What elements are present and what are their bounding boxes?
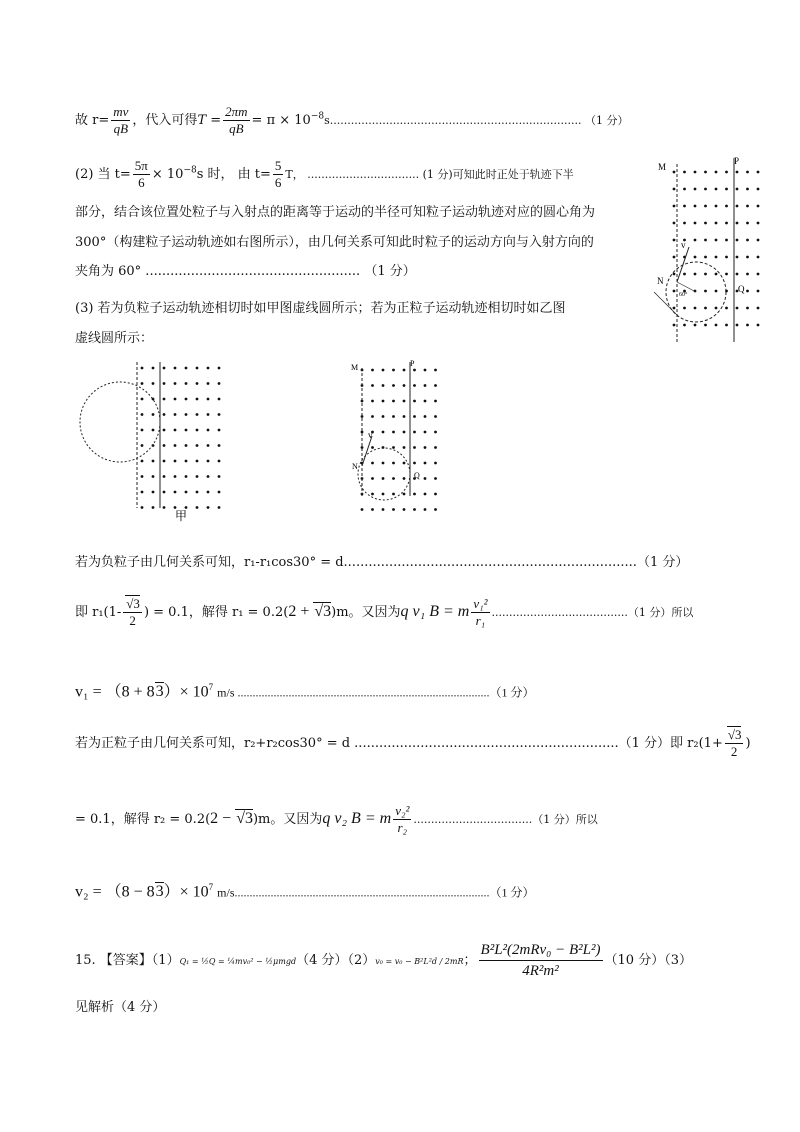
field-dot: [185, 444, 188, 447]
field-dot: [218, 413, 221, 416]
field-dot: [694, 256, 697, 259]
field-dot: [736, 239, 739, 242]
svg-text:Q: Q: [414, 471, 420, 480]
field-dot: [715, 171, 718, 174]
field-dot: [207, 382, 210, 385]
field-dot: [413, 493, 416, 496]
field-dot: [434, 462, 437, 465]
field-dot: [736, 188, 739, 191]
field-dot: [371, 446, 374, 449]
field-dot: [196, 413, 199, 416]
field-dot: [185, 475, 188, 478]
field-dot: [434, 369, 437, 372]
field-dot: [207, 398, 210, 401]
field-dot: [757, 171, 760, 174]
field-dot: [196, 398, 199, 401]
field-dot: [174, 491, 177, 494]
field-dot: [382, 462, 385, 465]
field-dot: [715, 222, 718, 225]
field-dot: [413, 369, 416, 372]
line-4: 300°（构建粒子运动轨迹如右图所示），由几何关系可知此时粒子的运动方向与入射方向的: [75, 235, 594, 250]
field-dot: [736, 171, 739, 174]
field-dot: [704, 205, 707, 208]
field-dot: [371, 400, 374, 403]
field-dot: [185, 382, 188, 385]
field-dot: [185, 460, 188, 463]
field-dot: [736, 273, 739, 276]
field-dot: [152, 475, 155, 478]
field-dot: [403, 493, 406, 496]
field-dot: [683, 307, 686, 310]
field-dot: [704, 324, 707, 327]
label-M: M: [658, 162, 667, 172]
field-dot: [424, 369, 427, 372]
field-dot: [746, 188, 749, 191]
field-dot: [673, 273, 676, 276]
field-dot: [185, 491, 188, 494]
field-dot: [736, 307, 739, 310]
field-dot: [382, 508, 385, 511]
field-dot: [163, 475, 166, 478]
field-dot: [673, 307, 676, 310]
field-dot: [673, 290, 676, 293]
field-dot: [174, 382, 177, 385]
field-dot: [746, 324, 749, 327]
field-dot: [371, 493, 374, 496]
field-dot: [683, 222, 686, 225]
field-dot: [673, 205, 676, 208]
field-dot: [694, 205, 697, 208]
field-dot: [207, 506, 210, 509]
field-dot: [757, 256, 760, 259]
field-dot: [413, 508, 416, 511]
field-dot: [382, 477, 385, 480]
field-dot: [704, 307, 707, 310]
field-dot: [174, 460, 177, 463]
field-dot: [694, 171, 697, 174]
field-dot: [174, 475, 177, 478]
field-dot: [757, 273, 760, 276]
field-dot: [141, 506, 144, 509]
field-dot: [141, 398, 144, 401]
field-dot: [163, 491, 166, 494]
field-dot: [746, 256, 749, 259]
field-dot: [392, 431, 395, 434]
field-dot: [196, 444, 199, 447]
field-dot: [392, 415, 395, 418]
field-dot: [683, 273, 686, 276]
field-dot: [757, 188, 760, 191]
field-dot: [174, 367, 177, 370]
field-dot: [413, 415, 416, 418]
field-dot: [413, 384, 416, 387]
velocity-arrow: [677, 247, 689, 282]
field-dot: [174, 429, 177, 432]
field-dot: [218, 367, 221, 370]
field-dot: [371, 415, 374, 418]
line-6: (3) 若为负粒子运动轨迹相切时如甲图虚线圆所示；若为正粒子运动轨迹相切时如乙图: [75, 301, 566, 316]
field-dot: [757, 324, 760, 327]
field-dot: [746, 273, 749, 276]
field-dot: [163, 429, 166, 432]
field-dot: [185, 429, 188, 432]
field-dot: [434, 400, 437, 403]
field-dot: [424, 431, 427, 434]
line-8: 若为负粒子由几何关系可知，r₁-r₁cos30° = d.......................................................................（1 分）: [75, 555, 689, 570]
field-dot: [207, 367, 210, 370]
field-dot: [715, 324, 718, 327]
field-dot: [694, 239, 697, 242]
field-dot: [434, 508, 437, 511]
line-3: 部分，结合该位置处粒子与入射点的距离等于运动的半径可知粒子运动轨迹对应的圆心角为: [75, 205, 596, 220]
field-dot: [163, 444, 166, 447]
field-dot: [725, 222, 728, 225]
field-dot: [673, 239, 676, 242]
field-dot: [163, 506, 166, 509]
field-dot: [413, 462, 416, 465]
field-dot: [413, 400, 416, 403]
field-dot: [424, 384, 427, 387]
field-dot: [174, 398, 177, 401]
field-dot: [736, 324, 739, 327]
field-dot: [392, 508, 395, 511]
field-dot: [207, 460, 210, 463]
field-dot: [715, 205, 718, 208]
field-dot: [715, 256, 718, 259]
field-dot: [141, 413, 144, 416]
field-dot: [361, 508, 364, 511]
line-14: 15. 【答案】（1）Q₁ = ½Q = ¼mv₀² − ½μmgd（4 分）（2）v₀ = v₀ − B²L²d / 2mR； $\frac{\text{B²L²(2mRv₀ − B²L²)}}{\text{4R²m²}}$ （10 分）（3）: [75, 942, 692, 979]
field-dot: [673, 222, 676, 225]
field-dot: [382, 384, 385, 387]
field-dot: [403, 446, 406, 449]
field-dot: [371, 508, 374, 511]
field-dot: [715, 188, 718, 191]
line-5: 夹角为 60° .................................................... （1 分）: [75, 264, 416, 279]
field-dot: [207, 444, 210, 447]
field-dot: [141, 460, 144, 463]
field-dot: [746, 171, 749, 174]
field-dot: [704, 256, 707, 259]
field-dot: [163, 413, 166, 416]
line-11: 若为正粒子由几何关系可知，r₂+r₂cos30° = d ................................................................（1 分）即 r₂(1+ $\frac{√3}{2}$ ): [75, 727, 751, 759]
field-dot: [694, 273, 697, 276]
field-dot: [673, 188, 676, 191]
field-dot: [704, 222, 707, 225]
field-dot: [392, 384, 395, 387]
field-dot: [725, 324, 728, 327]
label-Q: Q: [738, 284, 745, 294]
field-dot: [218, 506, 221, 509]
field-dot: [746, 222, 749, 225]
field-dot: [392, 477, 395, 480]
field-dot: [725, 273, 728, 276]
field-dot: [725, 205, 728, 208]
field-dot: [196, 506, 199, 509]
field-dot: [141, 367, 144, 370]
field-dot: [715, 290, 718, 293]
line-7: 虚线圆所示：: [75, 331, 154, 346]
svg-text:M: M: [351, 363, 359, 372]
field-dot: [371, 384, 374, 387]
field-dot: [434, 431, 437, 434]
field-dot: [174, 413, 177, 416]
field-dot: [434, 477, 437, 480]
field-dot: [715, 307, 718, 310]
field-dot: [757, 307, 760, 310]
field-dot: [715, 273, 718, 276]
field-dot: [704, 239, 707, 242]
field-dot: [382, 431, 385, 434]
figure-yi: [346, 356, 456, 526]
field-dot: [185, 367, 188, 370]
field-dot: [403, 431, 406, 434]
svg-text:N: N: [352, 462, 358, 471]
field-dot: [403, 415, 406, 418]
field-dot: [174, 444, 177, 447]
field-dot: [683, 324, 686, 327]
field-dot: [694, 222, 697, 225]
field-dot: [163, 367, 166, 370]
field-dot: [725, 256, 728, 259]
label-v: v: [681, 240, 686, 250]
field-dot: [371, 369, 374, 372]
field-dot: [424, 508, 427, 511]
field-dot: [403, 400, 406, 403]
field-dot: [361, 431, 364, 434]
field-dot: [207, 413, 210, 416]
field-dot: [746, 307, 749, 310]
field-dot: [152, 506, 155, 509]
field-dot: [218, 429, 221, 432]
figure-right: [634, 152, 764, 347]
field-dot: [704, 273, 707, 276]
field-dot: [757, 205, 760, 208]
field-dot: [725, 188, 728, 191]
field-dot: [715, 239, 718, 242]
field-dot: [392, 462, 395, 465]
field-dot: [196, 367, 199, 370]
field-dot: [424, 400, 427, 403]
field-dot: [218, 475, 221, 478]
line-1: 故 r= $\frac{mv}{qB}$ ，代入可得T = $\frac{2\pi m}{qB}$ = $\pi \times 10^{-8}s$........................................................................ （1 分）: [75, 104, 629, 136]
field-dot: [746, 205, 749, 208]
field-dot: [196, 475, 199, 478]
field-dot: [725, 171, 728, 174]
field-dot: [141, 475, 144, 478]
field-dot: [207, 429, 210, 432]
field-dot: [392, 446, 395, 449]
field-dot: [382, 415, 385, 418]
field-dot: [163, 382, 166, 385]
field-dot: [382, 369, 385, 372]
line-12: = 0.1，解得 r₂ = 0.2(2 − √3)m。又因为q v₂ B = m $\frac{\text{v₂²}}{\text{r₂}}$ ..................................（1 分）所以: [75, 803, 598, 835]
field-dot: [371, 462, 374, 465]
field-dot: [196, 491, 199, 494]
figure-jia: [78, 360, 238, 530]
label-P: P: [734, 156, 740, 166]
field-dot: [736, 205, 739, 208]
field-dot: [218, 444, 221, 447]
field-dot: [746, 239, 749, 242]
field-dot: [141, 491, 144, 494]
field-dot: [704, 188, 707, 191]
field-dot: [196, 382, 199, 385]
field-dot: [673, 324, 676, 327]
field-dot: [403, 508, 406, 511]
field-dot: [185, 398, 188, 401]
line-9: 即 r₁(1- $\frac{√3}{2}$ ) = 0.1，解得 r₁ = 0.2(2 + √3)m。又因为q v₁ B = m $\frac{\text{v₁²}}{\text{r₁}}$ .......................................（1 分）所以: [75, 596, 694, 628]
field-dot: [424, 493, 427, 496]
line-15: 见解析（4 分）: [75, 1000, 166, 1015]
field-dot: [434, 446, 437, 449]
field-dot: [218, 398, 221, 401]
field-dot: [683, 171, 686, 174]
field-dot: [424, 462, 427, 465]
field-dot: [185, 413, 188, 416]
field-dot: [218, 491, 221, 494]
field-dot: [757, 290, 760, 293]
field-dot: [392, 369, 395, 372]
field-dot: [152, 460, 155, 463]
field-dot: [403, 384, 406, 387]
field-dot: [163, 460, 166, 463]
field-dot: [392, 493, 395, 496]
field-dot: [736, 256, 739, 259]
field-dot: [725, 307, 728, 310]
line-13: $v_2 = (8 - 83)\times 10^7$ m/s.....................................................................................（1 分）: [75, 882, 535, 901]
field-dot: [694, 324, 697, 327]
field-dot: [141, 444, 144, 447]
field-dot: [403, 369, 406, 372]
field-dot: [152, 413, 155, 416]
field-dot: [757, 222, 760, 225]
field-dot: [403, 477, 406, 480]
field-dot: [207, 491, 210, 494]
field-dot: [746, 290, 749, 293]
field-dot: [382, 493, 385, 496]
trajectory-circle-jia: [80, 382, 160, 462]
label-N: N: [657, 276, 664, 286]
field-dot: [673, 171, 676, 174]
field-dot: [704, 171, 707, 174]
field-dot: [371, 477, 374, 480]
field-dot: [704, 290, 707, 293]
field-dot: [218, 460, 221, 463]
field-dot: [694, 188, 697, 191]
field-dot: [736, 222, 739, 225]
svg-text:P: P: [410, 359, 415, 368]
field-dot: [196, 429, 199, 432]
field-dot: [152, 429, 155, 432]
field-dot: [434, 384, 437, 387]
field-dot: [152, 367, 155, 370]
field-dot: [413, 446, 416, 449]
field-dot: [382, 400, 385, 403]
field-dot: [434, 493, 437, 496]
field-dot: [424, 477, 427, 480]
field-dot: [424, 415, 427, 418]
field-dot: [403, 462, 406, 465]
field-dot: [141, 429, 144, 432]
field-dots-jia: [141, 367, 221, 509]
field-dot: [163, 398, 166, 401]
field-dot: [152, 491, 155, 494]
field-dot: [673, 256, 676, 259]
field-dot: [207, 475, 210, 478]
field-dot: [141, 382, 144, 385]
line-10: $v_1 = (8 + 83)\times 10^7$ m/s ....................................................................................（1 分）: [75, 682, 535, 701]
label-jia: 甲: [175, 509, 188, 523]
field-dot: [757, 239, 760, 242]
field-dot: [196, 460, 199, 463]
field-dot: [424, 446, 427, 449]
line-2: (2) 当 t= $\frac{5\pi}{6}$ × $10^{-8}s$ 时， 由 t= $\frac{5}{6}$ T， ................................ (1 分)可知此时正处于轨迹下半: [75, 158, 574, 190]
field-dot: [392, 400, 395, 403]
field-dot: [683, 188, 686, 191]
field-dots-right: [673, 171, 760, 327]
field-dot: [725, 239, 728, 242]
svg-text:v: v: [368, 430, 373, 440]
label-angle: 60°: [679, 292, 688, 298]
field-dot: [152, 382, 155, 385]
field-dot: [683, 205, 686, 208]
field-dot: [218, 382, 221, 385]
field-dot: [413, 431, 416, 434]
field-dot: [694, 307, 697, 310]
field-dot: [434, 415, 437, 418]
